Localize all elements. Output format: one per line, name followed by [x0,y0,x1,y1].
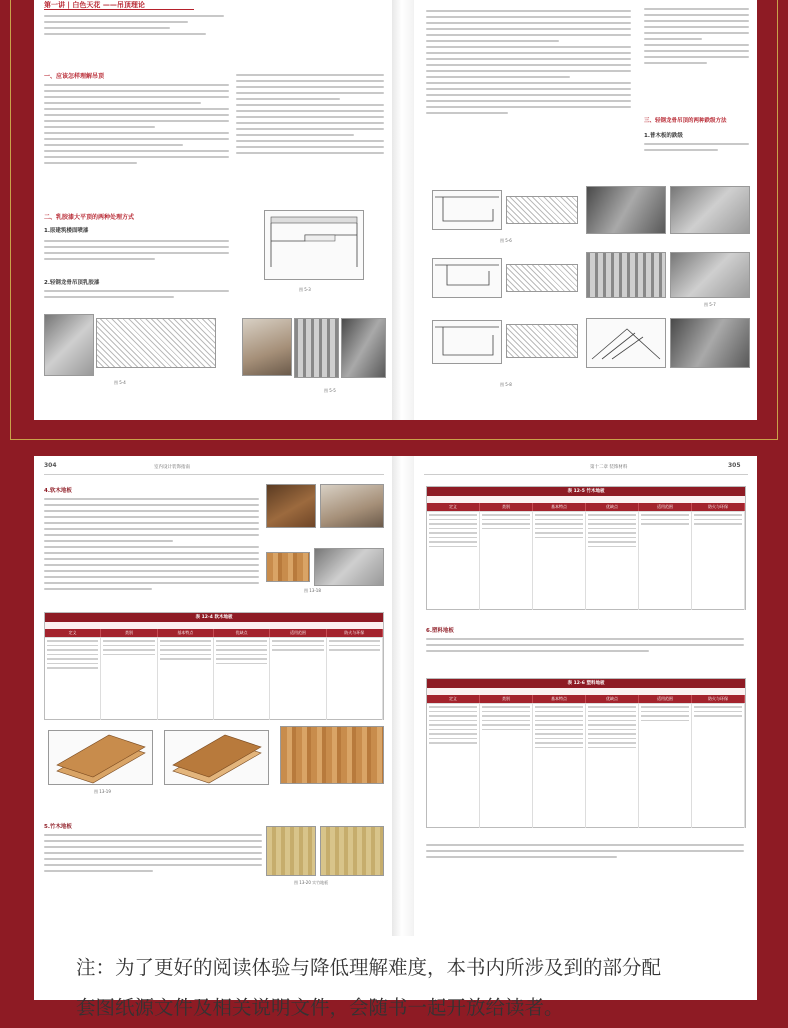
table-cork [44,612,384,720]
figure-caption-g: 图 13-18 [304,588,321,593]
col-features: 基本特点 [533,695,586,703]
bamboo-photo-2 [320,826,384,876]
section-heading-6: 6.塑料地板 [426,628,454,634]
figure-caption-e: 图 5-7 [704,302,716,307]
ceiling-section-diagram [264,210,364,280]
col-definition: 定义 [427,695,480,703]
col-scope: 适用范围 [639,695,692,703]
interior-photo [242,318,292,376]
section-heading-1: 一、应该怎样理解吊顶 [44,73,105,80]
cork-layer-diagram-1 [48,730,153,785]
bamboo-photo-1 [266,826,316,876]
figure-caption-d: 图 5-6 [500,238,512,243]
section-heading-3: 三、轻钢龙骨吊顶的两种跌级方法 [644,118,727,124]
drop-diagram-2 [432,258,502,298]
table-row [427,511,745,610]
col-definition: 定义 [427,503,480,511]
col-definition: 定义 [45,629,101,637]
section-heading-4: 4.软木地板 [44,488,72,494]
body-text-5 [426,10,631,118]
spine-bottom [392,456,414,936]
body-text-3 [44,240,229,264]
figure-caption-a: 图 5-3 [299,287,311,292]
col-features: 基本特点 [158,629,214,637]
running-rule-left [44,474,384,475]
cork-photo-3 [266,552,310,582]
body-text-9 [44,834,262,876]
table-bamboo-title: 表 12-5 竹木地板 [427,487,745,496]
body-text-7 [644,143,749,155]
section-heading-5: 5.竹木地板 [44,824,72,830]
intro-text [44,15,224,39]
footer-note-panel [34,936,757,1019]
body-text-11 [426,844,744,862]
drop-diagram-1 [432,190,502,230]
figure-caption-f: 图 5-8 [500,382,512,387]
running-title-left: 室内设计装饰指南 [154,465,190,470]
page-bottom-right [414,456,757,936]
drop-photo-1 [586,186,666,234]
drop-photo-5 [670,318,750,368]
figure-caption-b: 图 5-4 [114,380,126,385]
col-scope: 适用范围 [270,629,326,637]
page-number-left: 304 [44,462,57,469]
table-cork-title: 表 12-4 软木地板 [45,613,383,622]
col-features: 基本特点 [533,503,586,511]
drop-drawing-1 [433,191,501,229]
body-text-4 [44,290,229,302]
figure-caption-c: 图 5-5 [324,388,336,393]
col-scope: 适用范围 [639,503,692,511]
subheading-1: 1.原建筑楼面喷漆 [44,228,89,234]
keel-photo-2 [341,318,386,378]
subheading-2: 2.轻钢龙骨吊顶乳胶漆 [44,280,100,286]
cork-photo-1 [266,484,316,528]
drop-diagram-3 [432,320,502,364]
col-pros-cons: 优缺点 [214,629,270,637]
page-bottom-left [34,456,392,936]
body-text-2 [236,74,384,158]
ceiling-photo-1 [44,314,94,376]
section-heading-2: 二、乳胶漆大平顶的两种处理方式 [44,214,135,221]
col-pros-cons: 优缺点 [586,695,639,703]
page-top-left [34,0,392,420]
drop-drawing-3 [433,321,501,363]
drop-3d-2 [506,264,578,292]
cork-photo-2 [320,484,384,528]
page-number-right: 305 [728,462,741,469]
page-top-right [414,0,757,420]
running-rule-right [424,474,748,475]
drop-photo-3 [586,252,666,298]
ceiling-structure-drawing [96,318,216,368]
footer-note-line-2: 套图纸源文件及相关说明文件，会随书一起开放给读者。 [76,996,564,1019]
cork-sample-photo [280,726,384,784]
subheading-3: 1.普木板的跌级 [644,133,683,139]
chapter-header: 第一讲 | 白色天花 ——吊顶理论 [44,1,145,9]
drop-photo-2 [670,186,750,234]
figure-caption-h: 图 13-19 [94,789,111,794]
spine-top [392,0,414,420]
figure-caption-i: 图 13-20 实竹地板 [294,880,329,885]
grid-3d-drawing [586,318,666,368]
cork-layer-drawing-1 [49,731,152,784]
table-plastic-header [427,695,745,703]
keel-photo-1 [294,318,339,378]
table-cork-note [45,622,383,629]
table-row [45,637,383,720]
col-category: 类别 [101,629,157,637]
cork-install-photo [314,548,384,586]
drop-photo-4 [670,252,750,298]
col-pros-cons: 优缺点 [586,503,639,511]
col-category: 类别 [480,503,533,511]
body-text-8 [44,498,259,594]
col-fire-eco: 防火与环保 [327,629,383,637]
footer-note-line-1: 注：为了更好的阅读体验与降低理解难度，本书内所涉及到的部分配 [76,956,662,979]
drop-3d-1 [506,196,578,224]
running-title-right: 第十二章 装饰材料 [590,465,628,470]
table-plastic-title: 表 12-6 塑料地板 [427,679,745,688]
table-cork-header [45,629,383,637]
grid-drawing [587,319,665,367]
col-category: 类别 [480,695,533,703]
body-text-1 [44,84,229,168]
cork-layer-drawing-2 [165,731,268,784]
drop-3d-3 [506,324,578,358]
body-text-6 [644,8,749,68]
section-drawing [265,211,363,279]
table-bamboo-header [427,503,745,511]
header-rule [44,9,194,10]
cork-layer-diagram-2 [164,730,269,785]
table-plastic-note [427,688,745,695]
col-fire-eco: 防火与环保 [692,503,745,511]
table-plastic [426,678,746,828]
table-bamboo [426,486,746,610]
body-text-10 [426,638,744,656]
table-bamboo-note [427,496,745,503]
drop-drawing-2 [433,259,501,297]
table-row [427,703,745,828]
col-fire-eco: 防火与环保 [692,695,745,703]
